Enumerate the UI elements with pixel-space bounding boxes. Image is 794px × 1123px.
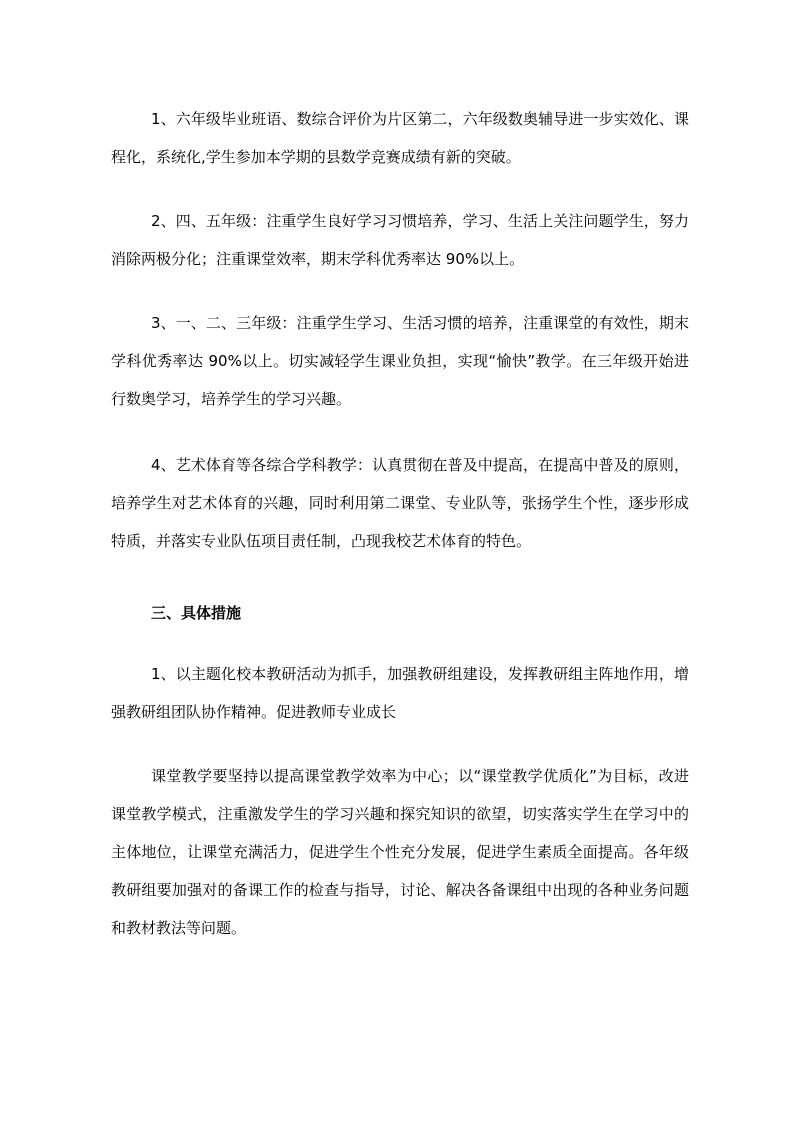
paragraph-arts-sports: 4、艺术体育等各综合学科教学：认真贯彻在普及中提高，在提高中普及的原则，培养学生对艺术体育的兴趣，同时利用第二课堂、专业队等，张扬学生个性，逐步形成特质，并落实专业队伍项目责任制，凸现我校艺术体育的特色。	[111, 456, 689, 550]
paragraph-classroom-teaching: 课堂教学要坚持以提高课堂教学效率为中心；以“课堂教学优质化”为目标，改进课堂教学模式，注重激发学生的学习兴趣和探究知识的欲望，切实落实学生在学习中的主体地位，让课堂充满活力，促进学生个性充分发展，促进学生素质全面提高。各年级教研组要加强对的备课工作的检查与指导，讨论、解决各备课组中出现的各种业务问题和教材教法等问题。	[111, 767, 689, 937]
paragraph-grades-four-five: 2、四、五年级：注重学生良好学习习惯培养，学习、生活上关注问题学生，努力消除两极分化；注重课堂效率，期末学科优秀率达 90%以上。	[111, 212, 689, 268]
paragraph-grades-one-to-three: 3、一、二、三年级：注重学生学习、生活习惯的培养，注重课堂的有效性，期末学科优秀率达 90%以上。切实减轻学生课业负担，实现“愉快”教学。在三年级开始进行数奥学习，培养学生的学习兴趣。	[111, 314, 689, 408]
paragraph-measure-one: 1、以主题化校本教研活动为抓手，加强教研组建设，发挥教研组主阵地作用，增强教研组团队协作精神。促进教师专业成长	[111, 665, 689, 721]
paragraph-grade-six: 1、六年级毕业班语、数综合评价为片区第二，六年级数奥辅导进一步实效化、课程化，系统化,学生参加本学期的县数学竞赛成绩有新的突破。	[111, 110, 689, 166]
section-heading: 三、具体措施	[151, 604, 242, 622]
